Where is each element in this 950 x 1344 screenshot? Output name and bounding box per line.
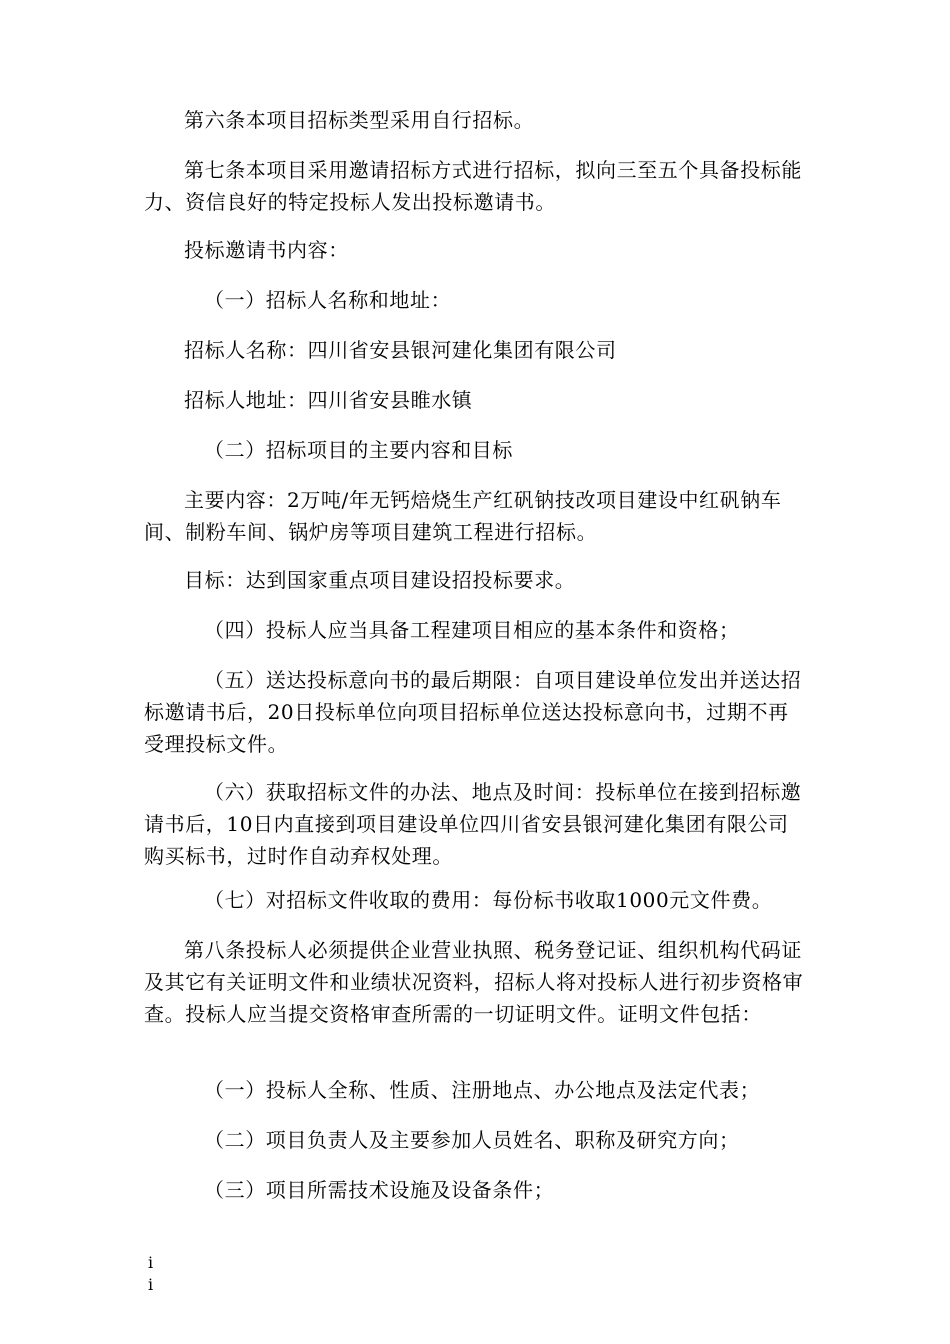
paragraph: 第六条本项目招标类型采用自行招标。 bbox=[184, 108, 535, 132]
paragraph: （二）项目负责人及主要参加人员姓名、职称及研究方向； bbox=[204, 1128, 740, 1152]
paragraph: 招标人地址：四川省安县睢水镇 bbox=[184, 388, 473, 412]
paragraph: （六）获取招标文件的办法、地点及时间：投标单位在接到招标邀请书后，10日内直接到项目建设单位四川省安县银河建化集团有限公司购买标书，过时作自动弃权处理。 bbox=[144, 780, 802, 868]
paragraph: 第七条本项目采用邀请招标方式进行招标，拟向三至五个具备投标能力、资信良好的特定投标人发出投标邀请书。 bbox=[144, 158, 802, 214]
paragraph: 投标邀请书内容： bbox=[184, 238, 349, 262]
paragraph: 第八条投标人必须提供企业营业执照、税务登记证、组织机构代码证及其它有关证明文件和业绩状况资料，招标人将对投标人进行初步资格审查。投标人应当提交资格审查所需的一切证明文件。证明文件包括： bbox=[144, 938, 804, 1026]
paragraph: （三）项目所需技术设施及设备条件； bbox=[204, 1178, 555, 1202]
paragraph: （二）招标项目的主要内容和目标 bbox=[204, 438, 513, 462]
footer-mark: i bbox=[148, 1275, 154, 1294]
footer-mark: i bbox=[148, 1253, 154, 1272]
page-footer bbox=[148, 1252, 153, 1296]
paragraph: （一）招标人名称和地址： bbox=[204, 288, 452, 312]
paragraph: （五）送达投标意向书的最后期限：自项目建设单位发出并送达招标邀请书后，20日投标单位向项目招标单位送达投标意向书，过期不再受理投标文件。 bbox=[144, 668, 802, 756]
paragraph: 主要内容：2万吨/年无钙焙烧生产红矾钠技改项目建设中红矾钠车间、制粉车间、锅炉房等项目建筑工程进行招标。 bbox=[144, 488, 782, 544]
paragraph: （七）对招标文件收取的费用：每份标书收取1000元文件费。 bbox=[204, 888, 773, 912]
paragraph: （四）投标人应当具备工程建项目相应的基本条件和资格； bbox=[204, 618, 740, 642]
paragraph: 目标：达到国家重点项目建设招投标要求。 bbox=[184, 568, 576, 592]
paragraph: （一）投标人全称、性质、注册地点、办公地点及法定代表； bbox=[204, 1078, 761, 1102]
paragraph: 招标人名称：四川省安县银河建化集团有限公司 bbox=[184, 338, 617, 362]
